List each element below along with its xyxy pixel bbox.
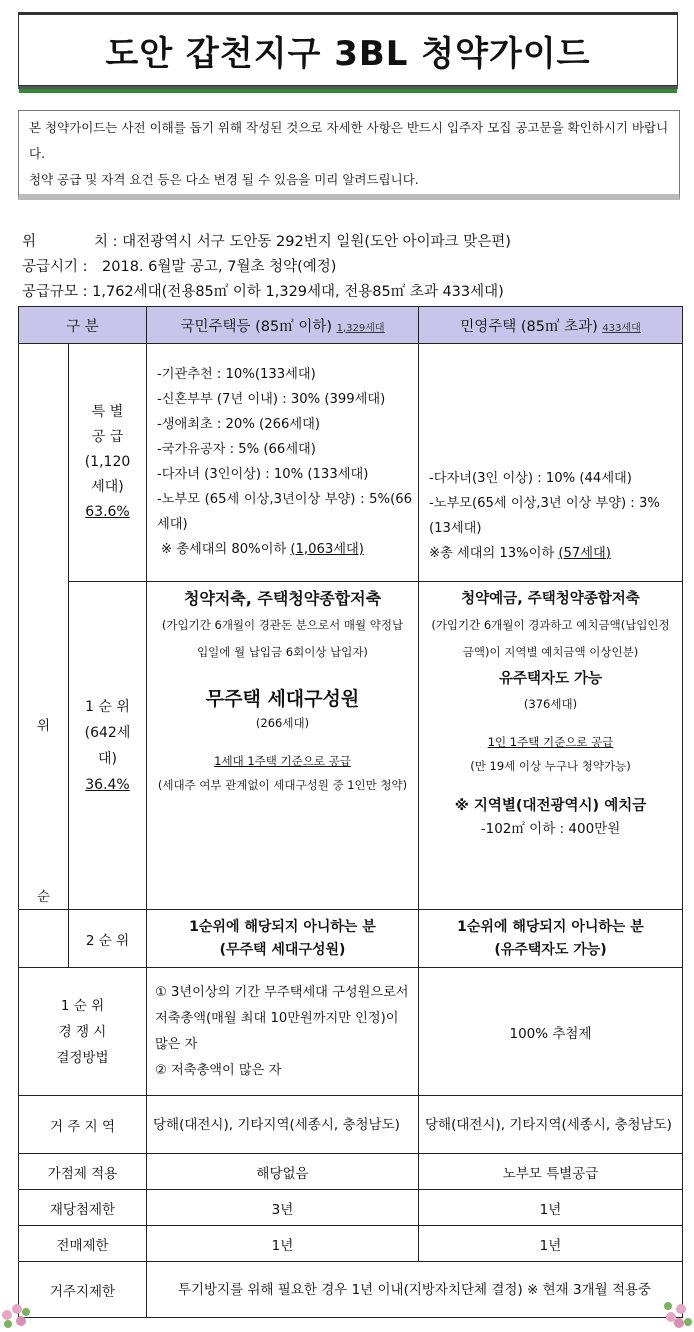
header-gubun: 구 분 xyxy=(19,307,147,344)
region-private: 당해(대전시), 기타지역(세종시, 충청남도) xyxy=(419,1096,683,1154)
header-private-label: 민영주택 (85㎡ 초과) xyxy=(460,318,598,335)
first-public-cell: 청약저축, 주택청약종합저축 (가입기간 6개월이 경관돈 분으로서 매월 약정납입일에 월 납입금 6회이상 납입자) 무주택 세대구성원 (266세대) 1세대 1주택 기준으로 공급 (세대주 여부 관계없이 세대구성원 중 1인만 청약) xyxy=(147,582,419,910)
rank-label-2: 위 xyxy=(19,910,69,968)
bonus-label: 가점제 적용 xyxy=(19,1154,147,1190)
second-rank-label: 2 순 위 xyxy=(69,910,147,968)
flower-decoration-left xyxy=(0,1300,30,1330)
bonus-private: 노부모 특별공급 xyxy=(419,1154,683,1190)
guide-table xyxy=(18,306,683,1318)
header-public-label: 국민주택등 (85㎡ 이하) xyxy=(180,318,332,335)
header-public xyxy=(147,307,419,344)
resale-label: 전매제한 xyxy=(19,1226,147,1262)
summary-timing: 공급시기 : 2018. 6월말 공고, 7월초 청약(예정) xyxy=(22,259,337,275)
resale-private: 1년 xyxy=(419,1226,683,1262)
header-private xyxy=(419,307,683,344)
notice-line-2: 청약 공급 및 자격 요건 등은 다소 변경 될 수 있음을 미리 알려드립니다. xyxy=(29,172,419,187)
special-private-list: -다자녀(3인 이상) : 10% (44세대) -노부모(65세 이상,3년 이상 부양) : 3%(13세대) ※총 세대의 13%이하 (57세대) xyxy=(419,344,683,582)
residence-label: 거주지제한 xyxy=(19,1262,147,1318)
flower-decoration-right xyxy=(662,1300,692,1330)
rewin-label: 재당첨제한 xyxy=(19,1190,147,1226)
bonus-public: 해당없음 xyxy=(147,1154,419,1190)
first-rank-label: 1 순 위 (642세 대) 36.4% xyxy=(69,582,147,910)
tie-public-cell: ① 3년이상의 기간 무주택세대 구성원으로서 저축총액(매월 최대 10만원까지만 인정)이 많은 자 ② 저축총액이 많은 자 xyxy=(147,968,419,1096)
notice-box xyxy=(18,110,680,200)
page-title: 도안 갑천지구 3BL 청약가이드 xyxy=(105,33,591,74)
second-private-cell: 1순위에 해당되지 아니하는 분 (유주택자도 가능) xyxy=(419,910,683,968)
region-label: 거 주 지 역 xyxy=(19,1096,147,1154)
resale-public: 1년 xyxy=(147,1226,419,1262)
title-box xyxy=(18,12,678,86)
summary-location: 위 치 : 대전광역시 서구 도안동 292번지 일원(도안 아이파크 맞은편) xyxy=(22,234,511,250)
second-public-cell: 1순위에 해당되지 아니하는 분 (무주택 세대구성원) xyxy=(147,910,419,968)
special-public-list: -기관추천 : 10%(133세대) -신혼부부 (7년 이내) : 30% (399세대) -생애최초 : 20% (266세대) -국가유공자 : 5% (66세대) -다자녀 (3인이상) : 10% (133세대) -노부모 (65세 이상,3년이상 부양) : 5%(66세대) ※ 총세대의 80%이하 (1,063세대) xyxy=(147,344,419,582)
summary xyxy=(22,230,511,305)
tie-label: 1 순 위 경 쟁 시 결정방법 xyxy=(19,968,147,1096)
region-public: 당해(대전시), 기타지역(세종시, 충청남도) xyxy=(147,1096,419,1154)
first-private-cell: 청약예금, 주택청약종합저축 (가입기간 6개월이 경과하고 예치금액(납입인정금액)이 지역별 예치금액 이상인분) 유주택자도 가능 (376세대) 1인 1주택 기준으로 공급 (만 19세 이상 누구나 청약가능) ※ 지역별(대전광역시) 예치금 -102㎡ 이하 : 400만원 xyxy=(419,582,683,910)
tie-private-cell: 100% 추첨제 xyxy=(419,968,683,1096)
residence-value: 투기방지를 위해 필요한 경우 1년 이내(지방자치단체 결정) ※ 현재 3개월 적용중 xyxy=(147,1262,683,1318)
rewin-private: 1년 xyxy=(419,1190,683,1226)
header-public-count: 1,329세대 xyxy=(336,322,385,334)
header-private-count: 433세대 xyxy=(602,322,641,334)
notice-line-1: 본 청약가이드는 사전 이해를 돕기 위해 작성된 것으로 자세한 사항은 반드시 입주자 모집 공고문을 확인하시기 바랍니다. xyxy=(29,120,669,161)
rewin-public: 3년 xyxy=(147,1190,419,1226)
special-supply-label: 특 별 공 급 (1,120 세대) 63.6% xyxy=(69,344,147,582)
rank-label-1: 순 xyxy=(19,344,69,910)
summary-scale: 공급규모 : 1,762세대(전용85㎡ 이하 1,329세대, 전용85㎡ 초과 433세대) xyxy=(22,284,504,300)
